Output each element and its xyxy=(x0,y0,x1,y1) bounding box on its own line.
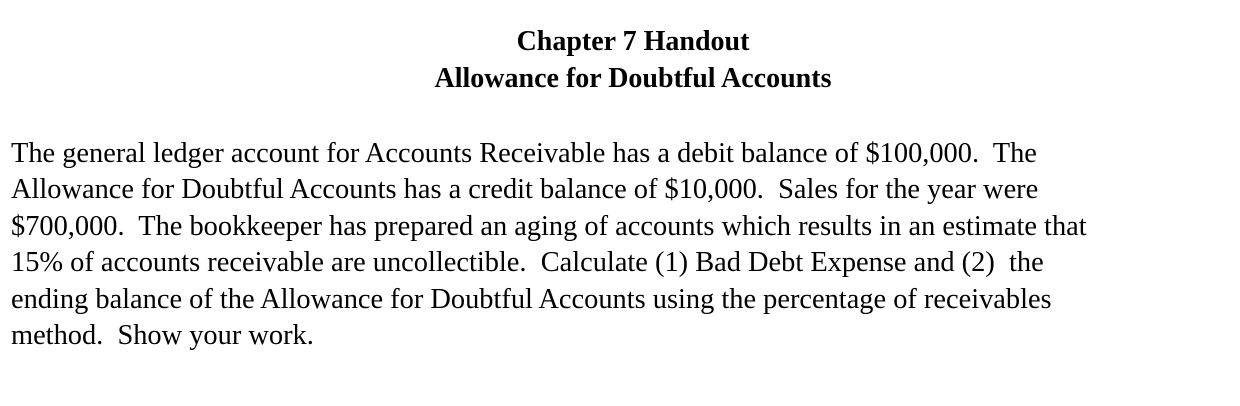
paragraph-line: The general ledger account for Accounts Receivable has a debit balance of $100,000. The xyxy=(11,138,1037,169)
document-header xyxy=(0,23,1240,97)
paragraph-line: ending balance of the Allowance for Doubtful Accounts using the percentage of receivables xyxy=(11,283,1052,315)
paragraph-line: 15% of accounts receivable are uncollectible. Calculate (1) Bad Debt Expense and (2) the xyxy=(11,247,1044,279)
paragraph-line: Allowance for Doubtful Accounts has a credit balance of $10,000. Sales for the year were xyxy=(11,174,1039,206)
paragraph-line: $700,000. The bookkeeper has prepared an aging of accounts which results in an estimate that xyxy=(11,210,1087,242)
problem-paragraph xyxy=(11,136,1233,354)
paragraph-line: method. Show your work. xyxy=(11,320,314,352)
handout-title: Chapter 7 Handout xyxy=(516,26,750,57)
handout-subtitle: Allowance for Doubtful Accounts xyxy=(434,63,832,94)
